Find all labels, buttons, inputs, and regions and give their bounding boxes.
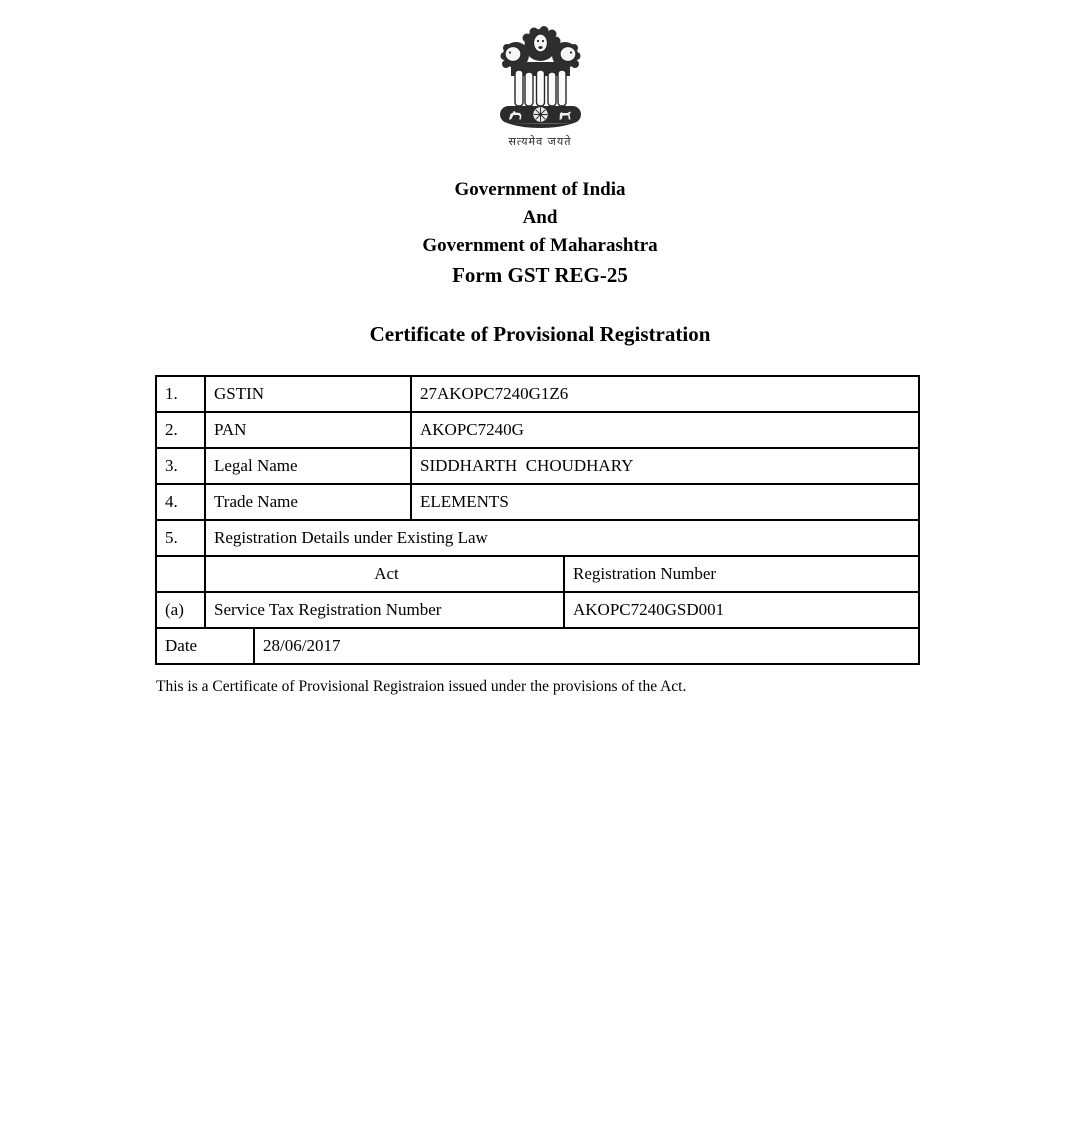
table-row-legal-name — [156, 448, 919, 484]
pan-value: AKOPC7240G — [411, 412, 919, 448]
table-row-date — [156, 628, 919, 664]
table-row-trade-name — [156, 484, 919, 520]
row-number: 3. — [156, 448, 205, 484]
act-column-header: Act — [205, 556, 564, 592]
legal-name-label: Legal Name — [205, 448, 411, 484]
certificate-title: Certificate of Provisional Registration — [369, 322, 711, 346]
trade-name-value: ELEMENTS — [411, 484, 919, 520]
registration-number-column-header: Registration Number — [564, 556, 919, 592]
registration-details-label: Registration Details under Existing Law — [205, 520, 919, 556]
service-tax-value: AKOPC7240GSD001 — [564, 592, 919, 628]
header-government-of-maharashtra: Government of Maharashtra — [422, 235, 658, 256]
row-number: 2. — [156, 412, 205, 448]
table-row-registration-details — [156, 520, 919, 556]
table-row-gstin — [156, 376, 919, 412]
registration-table — [155, 375, 920, 665]
trade-name-label: Trade Name — [205, 484, 411, 520]
registration-table-container — [155, 375, 1080, 665]
emblem-motto: सत्यमेव जयते — [508, 135, 572, 148]
row-number: 5. — [156, 520, 205, 556]
document-header — [0, 176, 1080, 290]
date-value: 28/06/2017 — [254, 628, 919, 664]
service-tax-label: Service Tax Registration Number — [205, 592, 564, 628]
date-label: Date — [156, 628, 254, 664]
pan-label: PAN — [205, 412, 411, 448]
lion-capital-icon — [487, 24, 594, 128]
legal-name-value: SIDDHARTH CHOUDHARY — [411, 448, 919, 484]
gstin-label: GSTIN — [205, 376, 411, 412]
table-row-pan — [156, 412, 919, 448]
act-header-empty-cell — [156, 556, 205, 592]
form-title: Form GST REG-25 — [452, 263, 628, 287]
footer-note: This is a Certificate of Provisional Registraion issued under the provisions of the Act. — [156, 678, 687, 695]
header-and: And — [522, 207, 558, 228]
row-number: 4. — [156, 484, 205, 520]
row-number: 1. — [156, 376, 205, 412]
emblem-of-india — [0, 0, 1080, 149]
row-letter: (a) — [156, 592, 205, 628]
header-government-of-india: Government of India — [454, 179, 626, 200]
gstin-value: 27AKOPC7240G1Z6 — [411, 376, 919, 412]
table-row-service-tax — [156, 592, 919, 628]
table-row-act-header — [156, 556, 919, 592]
